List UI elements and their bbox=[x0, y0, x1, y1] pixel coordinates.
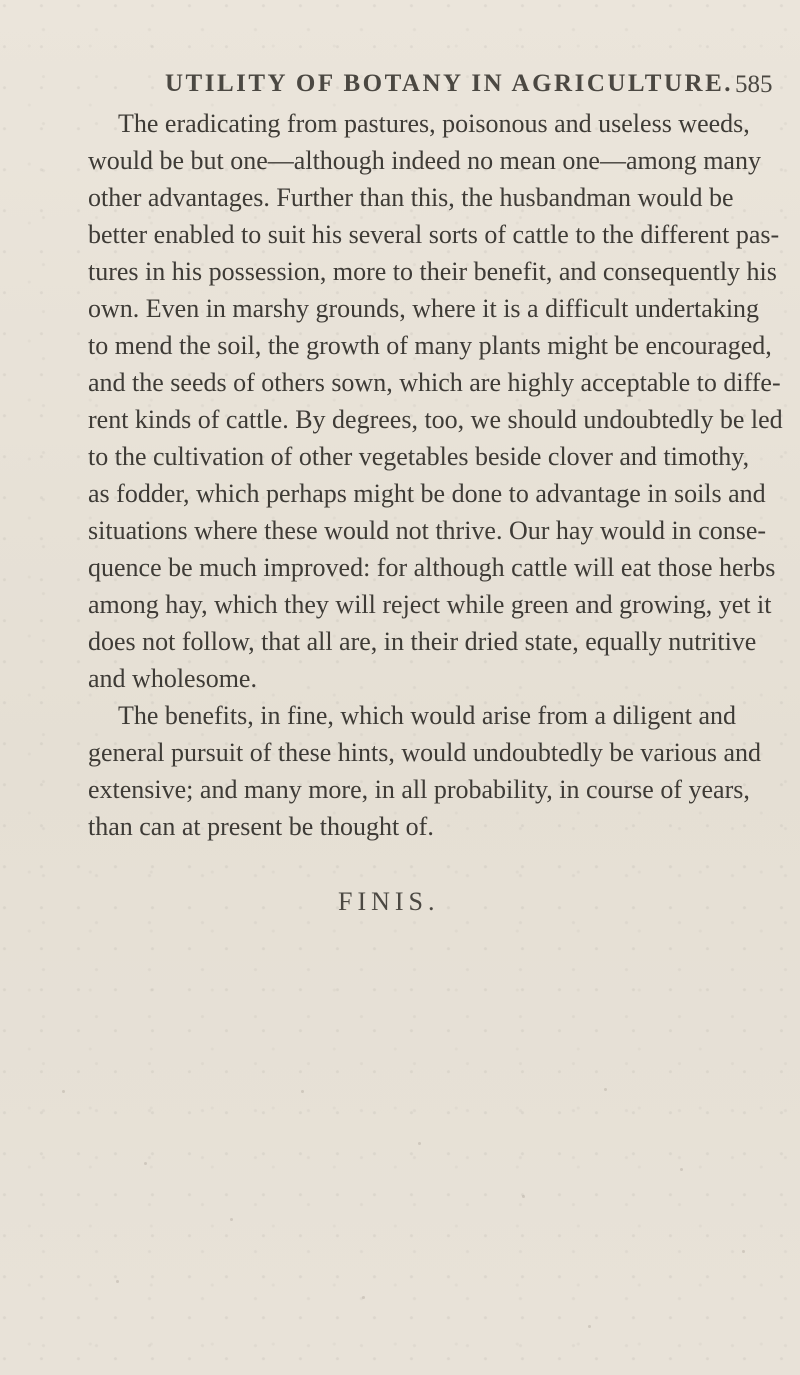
text-line-18: general pursuit of these hints, would undoubtedly be various and bbox=[88, 738, 761, 767]
running-title: UTILITY OF BOTANY IN AGRICULTURE. bbox=[165, 70, 734, 97]
paper-speck bbox=[680, 1168, 683, 1171]
text-line-9: rent kinds of cattle. By degrees, too, we should undoubtedly be led bbox=[88, 405, 783, 434]
text-line-17: The benefits, in fine, which would arise from a diligent and bbox=[118, 701, 737, 730]
paper-speck bbox=[144, 1162, 147, 1165]
text-line-11: as fodder, which perhaps might be done to advantage in soils and bbox=[88, 479, 766, 508]
text-line-7: to mend the soil, the growth of many plants might be encouraged, bbox=[88, 331, 772, 360]
main-text bbox=[88, 109, 783, 1000]
paper-speck bbox=[116, 1280, 119, 1283]
page-header bbox=[0, 70, 800, 104]
paper-speck bbox=[522, 1195, 525, 1198]
text-line-2: would be but one—although indeed no mean one—among many bbox=[88, 146, 761, 175]
page-number: 585 bbox=[735, 71, 773, 98]
text-line-13: quence be much improved: for although cattle will eat those herbs bbox=[88, 553, 776, 582]
text-line-5: tures in his possession, more to their benefit, and consequently his bbox=[88, 257, 777, 286]
text-line-8: and the seeds of others sown, which are highly acceptable to diffe- bbox=[88, 368, 781, 397]
text-line-20: than can at present be thought of. bbox=[88, 812, 434, 841]
paper-speck bbox=[588, 1325, 591, 1328]
paper-speck bbox=[362, 1296, 365, 1299]
fin-text: FINIS. bbox=[338, 887, 440, 916]
paper-speck bbox=[301, 1090, 304, 1093]
text-line-12: situations where these would not thrive. Our hay would in conse- bbox=[88, 516, 767, 545]
paper-speck bbox=[604, 1088, 607, 1091]
text-line-1: The eradicating from pastures, poisonous and useless weeds, bbox=[118, 109, 750, 138]
paper-speck bbox=[742, 1250, 745, 1253]
text-line-14: among hay, which they will reject while green and growing, yet it bbox=[88, 590, 772, 619]
paper-speck bbox=[230, 1218, 233, 1221]
text-line-16: and wholesome. bbox=[88, 664, 257, 693]
paper-speck bbox=[418, 1142, 421, 1145]
text-line-3: other advantages. Further than this, the husbandman would be bbox=[88, 183, 734, 212]
text-line-6: own. Even in marshy grounds, where it is a difficult undertaking bbox=[88, 294, 760, 323]
text-line-15: does not follow, that all are, in their dried state, equally nutritive bbox=[88, 627, 757, 656]
text-line-10: to the cultivation of other vegetables beside clover and timothy, bbox=[88, 442, 750, 471]
paper-speck bbox=[62, 1090, 65, 1093]
text-line-4: better enabled to suit his several sorts of cattle to the different pas- bbox=[88, 220, 780, 249]
text-line-19: extensive; and many more, in all probability, in course of years, bbox=[88, 775, 750, 804]
